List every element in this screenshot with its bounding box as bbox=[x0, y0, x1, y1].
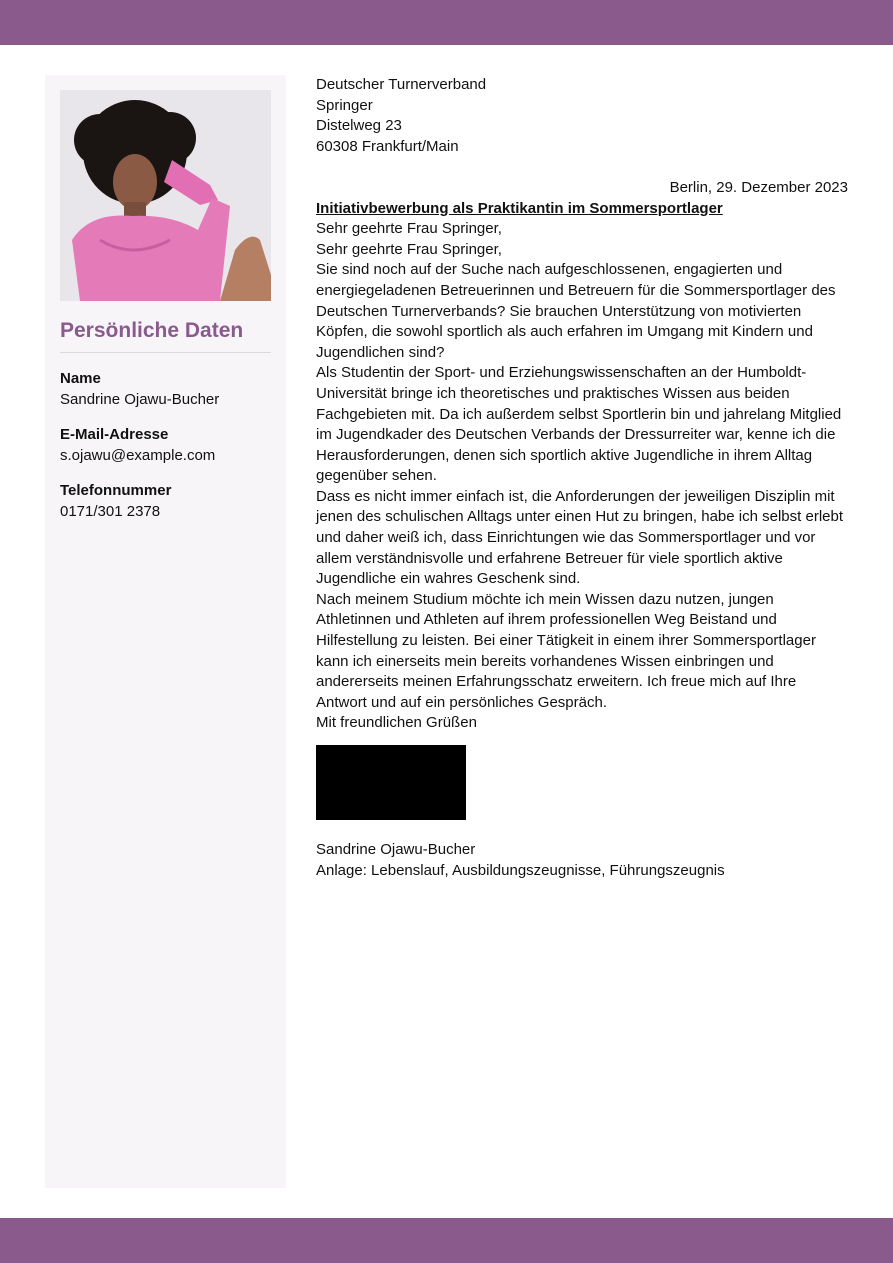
sidebar bbox=[45, 75, 286, 1188]
email-field bbox=[60, 424, 271, 466]
name-field bbox=[60, 368, 271, 410]
closing: Mit freundlichen Grüßen bbox=[316, 714, 477, 732]
field-label: Telefonnummer bbox=[60, 482, 172, 499]
address-line: Springer bbox=[316, 96, 373, 114]
paragraph: Sie sind noch auf der Suche nach aufgeschlossenen, engagierten und energiegeladenen Betreuerinnen und Betreuern für die Sommersportlager des Deutschen Turnerverbands? Sie brauchen Unterstützung von motivierten Köpfen, die sowohl sportlich als auch erfahren im Umgang mit Kindern und Jugendlichen sind? bbox=[316, 261, 836, 361]
signature-image bbox=[316, 745, 466, 820]
address-line: Distelweg 23 bbox=[316, 117, 402, 135]
paragraph: Dass es nicht immer einfach ist, die Anforderungen der jeweiligen Disziplin mit jenen des schulischen Alltags unter einen Hut zu bringen, habe ich selbst erlebt und daher weiß ich, dass Einrichtungen wie das Sommersportlager und vor allem verständnisvolle und erfahrene Betreuer für viele sportlich aktive Jugendliche ein wahres Geschenk sind. bbox=[316, 487, 843, 588]
phone-field bbox=[60, 480, 271, 522]
recipient-address bbox=[316, 75, 848, 157]
paragraph: Als Studentin der Sport- und Erziehungswissenschaften an der Humboldt-Universität bringe ich theoretisches und praktisches Wissen aus beiden Fachgebieten mit. Da ich außerdem selbst Sportlerin bin und jahrelang Mitglied im Jugendkader des Deutschen Verbands der Dressurreiter war, kenne ich die Herausforderungen, denen sich sportlich aktive Jugendliche in ihrem Alltag gegenüber sehen. bbox=[316, 364, 842, 485]
salutation: Sehr geehrte Frau Springer, bbox=[316, 240, 502, 258]
section-title: Persönliche Daten bbox=[60, 319, 244, 342]
field-value: Sandrine Ojawu-Bucher bbox=[60, 391, 220, 408]
profile-photo bbox=[60, 90, 271, 301]
paragraph: Nach meinem Studium möchte ich mein Wissen dazu nutzen, jungen Athletinnen und Athleten auf ihrem professionellen Weg Beistand und Hilfestellung zu leisten. Bei einer Tätigkeit in einem ihrer Sommersportlager kann ich einerseits mein bereits vorhandenes Wissen einbringen und andererseits meinen Erfahrungsschatz erweitern. Ich freue mich auf Ihre Antwort und auf ein persönliches Gespräch. bbox=[316, 590, 816, 711]
header-band bbox=[0, 0, 893, 45]
field-value: s.ojawu@example.com bbox=[60, 447, 216, 464]
salutation: Sehr geehrte Frau Springer, bbox=[316, 220, 502, 238]
attachments: Anlage: Lebenslauf, Ausbildungszeugnisse, Führungszeugnis bbox=[316, 861, 725, 879]
field-label: Name bbox=[60, 370, 101, 387]
footer-band bbox=[0, 1218, 893, 1263]
letter-body bbox=[316, 75, 848, 881]
field-value: 0171/301 2378 bbox=[60, 503, 161, 520]
field-label: E-Mail-Adresse bbox=[60, 426, 169, 443]
address-line: 60308 Frankfurt/Main bbox=[316, 137, 459, 155]
signer-name: Sandrine Ojawu-Bucher bbox=[316, 841, 476, 858]
letter-subject: Initiativbewerbung als Praktikantin im Sommersportlager bbox=[316, 199, 723, 217]
divider bbox=[60, 352, 271, 353]
letter-date: Berlin, 29. Dezember 2023 bbox=[669, 178, 848, 196]
address-line: Deutscher Turnerverband bbox=[316, 76, 487, 93]
